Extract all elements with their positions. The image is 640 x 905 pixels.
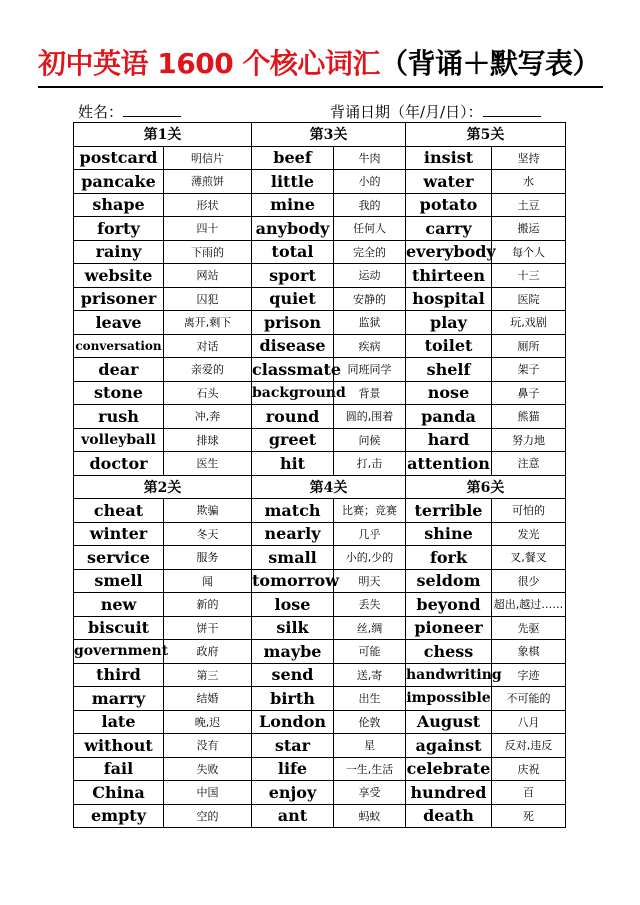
chinese-meaning: 努力地 — [492, 428, 566, 452]
level-header: 第1关 — [74, 123, 252, 147]
table-row — [74, 804, 566, 828]
english-word: beef — [252, 146, 334, 170]
chinese-meaning: 饼干 — [164, 616, 252, 640]
name-label: 姓名： — [78, 103, 124, 121]
english-word: birth — [252, 687, 334, 711]
english-word: shine — [406, 522, 492, 546]
english-word: handwriting — [406, 663, 492, 687]
english-word: service — [74, 546, 164, 570]
english-word: fork — [406, 546, 492, 570]
chinese-meaning: 每个人 — [492, 240, 566, 264]
english-word: London — [252, 710, 334, 734]
chinese-meaning: 医生 — [164, 452, 252, 476]
chinese-meaning: 比赛；竞赛 — [334, 499, 406, 523]
level-header-row — [74, 123, 566, 147]
chinese-meaning: 坚持 — [492, 146, 566, 170]
table-row — [74, 593, 566, 617]
english-word: send — [252, 663, 334, 687]
english-word: panda — [406, 405, 492, 429]
level-header: 第5关 — [406, 123, 566, 147]
english-word: ant — [252, 804, 334, 828]
table-row — [74, 546, 566, 570]
chinese-meaning: 政府 — [164, 640, 252, 664]
chinese-meaning: 丢失 — [334, 593, 406, 617]
chinese-meaning: 十三 — [492, 264, 566, 288]
chinese-meaning: 薄煎饼 — [164, 170, 252, 194]
table-row — [74, 569, 566, 593]
chinese-meaning: 冬天 — [164, 522, 252, 546]
chinese-meaning: 空的 — [164, 804, 252, 828]
level-header: 第2关 — [74, 475, 252, 499]
chinese-meaning: 厕所 — [492, 334, 566, 358]
chinese-meaning: 很少 — [492, 569, 566, 593]
english-word: forty — [74, 217, 164, 241]
chinese-meaning: 死 — [492, 804, 566, 828]
chinese-meaning: 结婚 — [164, 687, 252, 711]
english-word: disease — [252, 334, 334, 358]
english-word: match — [252, 499, 334, 523]
chinese-meaning: 发光 — [492, 522, 566, 546]
chinese-meaning: 形状 — [164, 193, 252, 217]
level-header: 第4关 — [252, 475, 406, 499]
chinese-meaning: 架子 — [492, 358, 566, 382]
english-word: empty — [74, 804, 164, 828]
chinese-meaning: 字迹 — [492, 663, 566, 687]
english-word: hard — [406, 428, 492, 452]
chinese-meaning: 问候 — [334, 428, 406, 452]
english-word: death — [406, 804, 492, 828]
chinese-meaning: 囚犯 — [164, 287, 252, 311]
chinese-meaning: 任何人 — [334, 217, 406, 241]
table-row — [74, 405, 566, 429]
english-word: doctor — [74, 452, 164, 476]
english-word: background — [252, 381, 334, 405]
english-word: shelf — [406, 358, 492, 382]
english-word: postcard — [74, 146, 164, 170]
chinese-meaning: 丝,绸 — [334, 616, 406, 640]
chinese-meaning: 中国 — [164, 781, 252, 805]
english-word: classmate — [252, 358, 334, 382]
date-field — [330, 102, 541, 122]
chinese-meaning: 牛肉 — [334, 146, 406, 170]
english-word: little — [252, 170, 334, 194]
chinese-meaning: 完全的 — [334, 240, 406, 264]
chinese-meaning: 对话 — [164, 334, 252, 358]
page-title — [38, 44, 608, 84]
english-word: biscuit — [74, 616, 164, 640]
table-row — [74, 452, 566, 476]
chinese-meaning: 同班同学 — [334, 358, 406, 382]
level-header: 第3关 — [252, 123, 406, 147]
table-row — [74, 334, 566, 358]
chinese-meaning: 象棋 — [492, 640, 566, 664]
english-word: shape — [74, 193, 164, 217]
chinese-meaning: 失败 — [164, 757, 252, 781]
table-row — [74, 687, 566, 711]
chinese-meaning: 晚,迟 — [164, 710, 252, 734]
english-word: August — [406, 710, 492, 734]
english-word: third — [74, 663, 164, 687]
english-word: thirteen — [406, 264, 492, 288]
english-word: nearly — [252, 522, 334, 546]
chinese-meaning: 土豆 — [492, 193, 566, 217]
level-header: 第6关 — [406, 475, 566, 499]
chinese-meaning: 打,击 — [334, 452, 406, 476]
chinese-meaning: 欺骗 — [164, 499, 252, 523]
english-word: mine — [252, 193, 334, 217]
table-row — [74, 710, 566, 734]
english-word: quiet — [252, 287, 334, 311]
english-word: against — [406, 734, 492, 758]
chinese-meaning: 石头 — [164, 381, 252, 405]
table-row — [74, 522, 566, 546]
chinese-meaning: 冲,奔 — [164, 405, 252, 429]
english-word: play — [406, 311, 492, 335]
english-word: celebrate — [406, 757, 492, 781]
english-word: enjoy — [252, 781, 334, 805]
table-row — [74, 264, 566, 288]
english-word: carry — [406, 217, 492, 241]
english-word: water — [406, 170, 492, 194]
chinese-meaning: 下雨的 — [164, 240, 252, 264]
english-word: China — [74, 781, 164, 805]
english-word: everybody — [406, 240, 492, 264]
table-row — [74, 734, 566, 758]
table-row — [74, 781, 566, 805]
chinese-meaning: 搬运 — [492, 217, 566, 241]
english-word: nose — [406, 381, 492, 405]
chinese-meaning: 医院 — [492, 287, 566, 311]
table-row — [74, 193, 566, 217]
chinese-meaning: 亲爱的 — [164, 358, 252, 382]
english-word: rainy — [74, 240, 164, 264]
chinese-meaning: 先驱 — [492, 616, 566, 640]
level-header-row — [74, 475, 566, 499]
chinese-meaning: 小的 — [334, 170, 406, 194]
chinese-meaning: 网站 — [164, 264, 252, 288]
english-word: website — [74, 264, 164, 288]
table-row — [74, 663, 566, 687]
english-word: rush — [74, 405, 164, 429]
english-word: conversation — [74, 334, 164, 358]
chinese-meaning: 送,寄 — [334, 663, 406, 687]
english-word: greet — [252, 428, 334, 452]
chinese-meaning: 鼻子 — [492, 381, 566, 405]
english-word: maybe — [252, 640, 334, 664]
english-word: pioneer — [406, 616, 492, 640]
chinese-meaning: 注意 — [492, 452, 566, 476]
chinese-meaning: 出生 — [334, 687, 406, 711]
chinese-meaning: 小的,少的 — [334, 546, 406, 570]
english-word: smell — [74, 569, 164, 593]
table-row — [74, 757, 566, 781]
table-row — [74, 240, 566, 264]
chinese-meaning: 可怕的 — [492, 499, 566, 523]
chinese-meaning: 蚂蚁 — [334, 804, 406, 828]
chinese-meaning: 离开,剩下 — [164, 311, 252, 335]
english-word: dear — [74, 358, 164, 382]
chinese-meaning: 第三 — [164, 663, 252, 687]
english-word: stone — [74, 381, 164, 405]
chinese-meaning: 明信片 — [164, 146, 252, 170]
chinese-meaning: 超出,越过…… — [492, 593, 566, 617]
table-row — [74, 499, 566, 523]
date-blank[interactable] — [483, 102, 541, 117]
chinese-meaning: 服务 — [164, 546, 252, 570]
table-row — [74, 381, 566, 405]
table-row — [74, 217, 566, 241]
english-word: winter — [74, 522, 164, 546]
table-row — [74, 640, 566, 664]
chinese-meaning: 百 — [492, 781, 566, 805]
chinese-meaning: 熊猫 — [492, 405, 566, 429]
chinese-meaning: 庆祝 — [492, 757, 566, 781]
english-word: lose — [252, 593, 334, 617]
english-word: prisoner — [74, 287, 164, 311]
vocab-table — [73, 122, 566, 828]
chinese-meaning: 闻 — [164, 569, 252, 593]
english-word: toilet — [406, 334, 492, 358]
english-word: round — [252, 405, 334, 429]
chinese-meaning: 反对,违反 — [492, 734, 566, 758]
table-row — [74, 287, 566, 311]
chinese-meaning: 四十 — [164, 217, 252, 241]
english-word: prison — [252, 311, 334, 335]
english-word: sport — [252, 264, 334, 288]
english-word: anybody — [252, 217, 334, 241]
chinese-meaning: 几乎 — [334, 522, 406, 546]
english-word: small — [252, 546, 334, 570]
chinese-meaning: 没有 — [164, 734, 252, 758]
chinese-meaning: 可能 — [334, 640, 406, 664]
english-word: cheat — [74, 499, 164, 523]
table-row — [74, 311, 566, 335]
english-word: tomorrow — [252, 569, 334, 593]
english-word: life — [252, 757, 334, 781]
english-word: total — [252, 240, 334, 264]
english-word: late — [74, 710, 164, 734]
chinese-meaning: 排球 — [164, 428, 252, 452]
chinese-meaning: 新的 — [164, 593, 252, 617]
chinese-meaning: 水 — [492, 170, 566, 194]
english-word: attention — [406, 452, 492, 476]
chinese-meaning: 不可能的 — [492, 687, 566, 711]
chinese-meaning: 监狱 — [334, 311, 406, 335]
english-word: potato — [406, 193, 492, 217]
english-word: impossible — [406, 687, 492, 711]
english-word: hospital — [406, 287, 492, 311]
english-word: silk — [252, 616, 334, 640]
table-row — [74, 146, 566, 170]
chinese-meaning: 星 — [334, 734, 406, 758]
title-main: 初中英语 1600 个核心词汇 — [38, 47, 380, 80]
english-word: new — [74, 593, 164, 617]
chinese-meaning: 背景 — [334, 381, 406, 405]
table-row — [74, 170, 566, 194]
table-row — [74, 428, 566, 452]
english-word: without — [74, 734, 164, 758]
english-word: seldom — [406, 569, 492, 593]
chinese-meaning: 我的 — [334, 193, 406, 217]
english-word: volleyball — [74, 428, 164, 452]
english-word: government — [74, 640, 164, 664]
english-word: hundred — [406, 781, 492, 805]
title-underline — [38, 86, 603, 88]
english-word: insist — [406, 146, 492, 170]
chinese-meaning: 安静的 — [334, 287, 406, 311]
chinese-meaning: 叉,餐叉 — [492, 546, 566, 570]
english-word: chess — [406, 640, 492, 664]
english-word: leave — [74, 311, 164, 335]
table-row — [74, 358, 566, 382]
chinese-meaning: 八月 — [492, 710, 566, 734]
english-word: pancake — [74, 170, 164, 194]
english-word: star — [252, 734, 334, 758]
chinese-meaning: 疾病 — [334, 334, 406, 358]
chinese-meaning: 一生,生活 — [334, 757, 406, 781]
chinese-meaning: 运动 — [334, 264, 406, 288]
name-blank[interactable] — [123, 102, 181, 117]
chinese-meaning: 伦敦 — [334, 710, 406, 734]
chinese-meaning: 享受 — [334, 781, 406, 805]
table-row — [74, 616, 566, 640]
english-word: marry — [74, 687, 164, 711]
chinese-meaning: 圆的,围着 — [334, 405, 406, 429]
english-word: terrible — [406, 499, 492, 523]
english-word: fail — [74, 757, 164, 781]
title-subtitle: （背诵＋默写表） — [379, 47, 600, 80]
chinese-meaning: 明天 — [334, 569, 406, 593]
date-label: 背诵日期（年/月/日）： — [330, 103, 483, 121]
chinese-meaning: 玩,戏剧 — [492, 311, 566, 335]
english-word: hit — [252, 452, 334, 476]
english-word: beyond — [406, 593, 492, 617]
name-field — [78, 102, 181, 122]
